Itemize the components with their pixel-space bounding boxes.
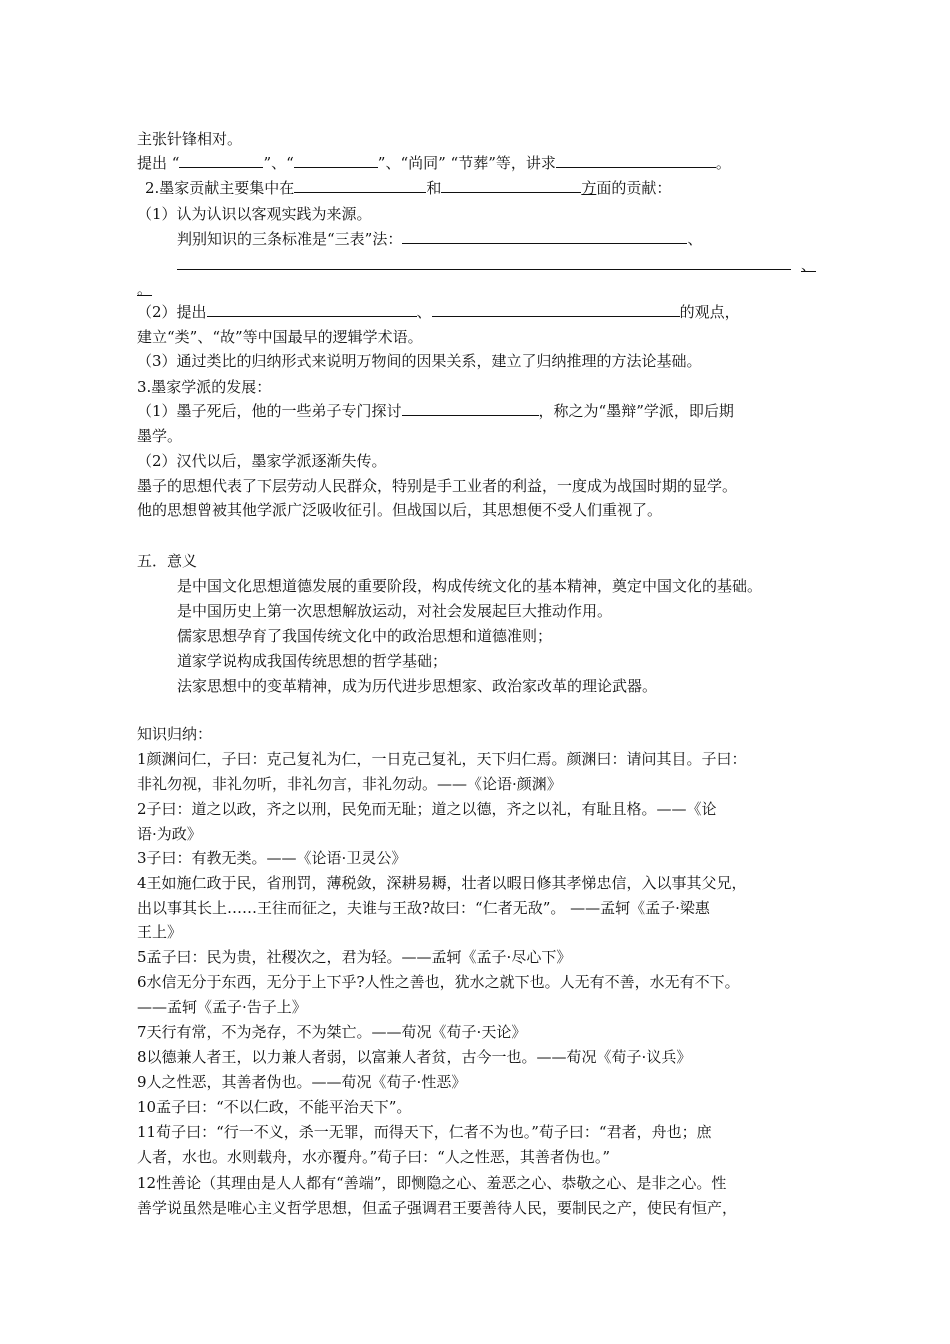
text-line: [137, 1172, 726, 1194]
text-span: 4王如施仁政于民，省刑罚，薄税敛，深耕易耨，壮者以暇日修其孝悌忠信，入以事其父兄，: [137, 874, 747, 892]
text-span: 是中国历史上第一次思想解放运动，对社会发展起巨大推动作用。: [177, 602, 613, 620]
fill-blank-line: [137, 400, 734, 422]
text-span: 。: [715, 154, 731, 172]
text-span: 墨子的思想代表了下层劳动人民群众，特别是手工业者的利益，一度成为战国时期的显学。: [137, 477, 738, 495]
text-line: [137, 128, 242, 150]
text-line: [137, 450, 387, 472]
text-line: [137, 773, 562, 795]
text-span: （1）墨子死后，他的一些弟子专门探讨: [137, 402, 402, 420]
text-line: [177, 600, 612, 622]
text-span: 2子曰：道之以政，齐之以刑，民免而无耻；道之以德，齐之以礼，有耻且格。——《论: [137, 800, 717, 818]
text-span: 是中国文化思想道德发展的重要阶段，构成传统文化的基本精神，奠定中国文化的基础。: [177, 577, 763, 595]
text-span: 法家思想中的变革精神，成为历代进步思想家、政治家改革的理论武器。: [177, 677, 658, 695]
section-heading: [137, 550, 197, 572]
text-line: [137, 1071, 466, 1093]
fill-blank-line: [177, 254, 816, 276]
text-span: ，称之为“墨辩”学派，即后期: [538, 402, 734, 420]
text-line: [137, 425, 182, 447]
fill-blank-line: [137, 301, 740, 323]
text-span: 他的思想曾被其他学派广泛吸收征引。但战国以后，其思想便不受人们重视了。: [137, 501, 663, 519]
text-span: 9人之性恶，其善者伪也。——荀况《荀子·性恶》: [137, 1073, 467, 1091]
answer-blank[interactable]: [177, 254, 791, 270]
text-line: [177, 675, 657, 697]
text-span: 7天行有常，不为尧存，不为桀亡。——荀况《荀子·天论》: [137, 1023, 527, 1041]
text-line: [137, 1096, 411, 1118]
section-heading: [137, 723, 212, 745]
text-span: 、: [416, 303, 432, 321]
answer-blank[interactable]: [402, 400, 539, 416]
text-span: 墨学。: [137, 427, 183, 445]
text-span: 、: [687, 230, 703, 248]
text-line: [177, 625, 552, 647]
text-span: 1颜渊问仁，子曰：克己复礼为仁，一日克己复礼，天下归仁焉。颜渊曰：请问其目。子曰：: [137, 750, 747, 768]
text-line: [137, 203, 372, 225]
answer-blank[interactable]: [432, 301, 680, 317]
text-line: [137, 748, 747, 770]
text-span: 、: [801, 256, 817, 274]
text-span: 非礼勿视，非礼勿听，非礼勿言，非礼勿动。——《论语·颜渊》: [137, 775, 562, 793]
text-line: [177, 650, 447, 672]
text-line: [137, 1021, 526, 1043]
text-line: [137, 872, 747, 894]
text-span: 的观点，: [679, 303, 740, 321]
text-line: [137, 823, 202, 845]
text-line: [137, 971, 740, 993]
text-span: 面的贡献：: [596, 179, 672, 197]
text-span: 善学说虽然是唯心主义哲学思想，但孟子强调君王要善待人民，要制民之产，使民有恒产，: [137, 1199, 738, 1217]
text-line: [137, 847, 406, 869]
text-span: 3子曰：有教无类。——《论语·卫灵公》: [137, 849, 407, 867]
text-span: 10孟子曰：“不以仁政，不能平治天下”。: [137, 1098, 412, 1116]
text-span: 儒家思想孕育了我国传统文化中的政治思想和道德准则；: [177, 627, 553, 645]
text-span: 道家学说构成我国传统思想的哲学基础；: [177, 652, 448, 670]
text-span: 判别知识的三条标准是“三表”法：: [177, 230, 403, 248]
text-span: 方: [581, 179, 597, 197]
answer-blank[interactable]: [441, 177, 581, 193]
text-line: [137, 996, 307, 1018]
text-span: 。: [137, 280, 153, 298]
text-span: 知识归纳：: [137, 725, 213, 743]
text-span: （3）通过类比的归纳形式来说明万物间的因果关系，建立了归纳推理的方法论基础。: [137, 352, 702, 370]
text-span: （1）认为认识以客观实践为来源。: [137, 205, 372, 223]
answer-blank[interactable]: [179, 152, 263, 168]
gap: [791, 255, 801, 270]
text-line: [137, 1146, 610, 1168]
text-line: [137, 1046, 691, 1068]
text-span: 和: [426, 179, 442, 197]
text-line: [137, 1121, 712, 1143]
text-span: （2）汉代以后，墨家学派逐渐失传。: [137, 452, 387, 470]
text-span: 6水信无分于东西，无分于上下乎?人性之善也，犹水之就下也。人无有不善，水无有不下。: [137, 973, 740, 991]
fill-blank-line: [137, 152, 731, 174]
text-span: 2.墨家贡献主要集中在: [145, 179, 295, 197]
text-span: 5孟子曰：民为贵，社稷次之，君为轻。——孟轲《孟子·尽心下》: [137, 948, 572, 966]
text-line: [137, 499, 662, 521]
fill-blank-line: [177, 228, 702, 250]
text-span: 3.墨家学派的发展：: [137, 378, 272, 396]
fill-blank-line: [145, 177, 671, 199]
text-span: 主张针锋相对。: [137, 130, 243, 148]
text-span: ——孟轲《孟子·告子上》: [137, 998, 307, 1016]
text-line: [137, 897, 710, 919]
text-span: ”、“尚同” “节葬”等，讲求: [377, 154, 556, 172]
text-line: [137, 376, 271, 398]
text-span: 王上》: [137, 923, 183, 941]
text-span: （2）提出: [137, 303, 207, 321]
text-line: [137, 475, 737, 497]
answer-blank[interactable]: [207, 301, 417, 317]
text-line: [137, 326, 423, 348]
text-span: 出以事其长上……王往而征之，夫谁与王敌?故曰：“仁者无敌”。 ——孟轲《孟子·梁惠: [137, 899, 710, 917]
answer-blank[interactable]: [556, 152, 716, 168]
text-line: [137, 350, 702, 372]
text-line: [137, 921, 182, 943]
answer-blank[interactable]: [294, 177, 426, 193]
text-line: [177, 575, 762, 597]
text-line: [137, 1197, 737, 1219]
text-span: 语·为政》: [137, 825, 202, 843]
text-line: [137, 278, 152, 300]
text-span: 8以德兼人者王，以力兼人者弱，以富兼人者贫，古今一也。——荀况《荀子·议兵》: [137, 1048, 692, 1066]
answer-blank[interactable]: [402, 228, 687, 244]
answer-blank[interactable]: [294, 152, 378, 168]
text-span: 建立“类”、“故”等中国最早的逻辑学术语。: [137, 328, 423, 346]
text-line: [137, 798, 717, 820]
text-span: 人者，水也。水则载舟，水亦覆舟。”荀子曰：“人之性恶，其善者伪也。”: [137, 1148, 611, 1166]
text-span: 11荀子曰：“行一不义，杀一无罪，而得天下，仁者不为也。”荀子曰：“君者，舟也；庶: [137, 1123, 712, 1141]
text-line: [137, 946, 571, 968]
text-span: 五．意义: [137, 552, 198, 570]
text-span: 12性善论（其理由是人人都有“善端”，即恻隐之心、羞恶之心、恭敬之心、是非之心。性: [137, 1174, 727, 1192]
text-span: ”、“: [263, 154, 294, 172]
text-span: 提出 “: [137, 154, 180, 172]
